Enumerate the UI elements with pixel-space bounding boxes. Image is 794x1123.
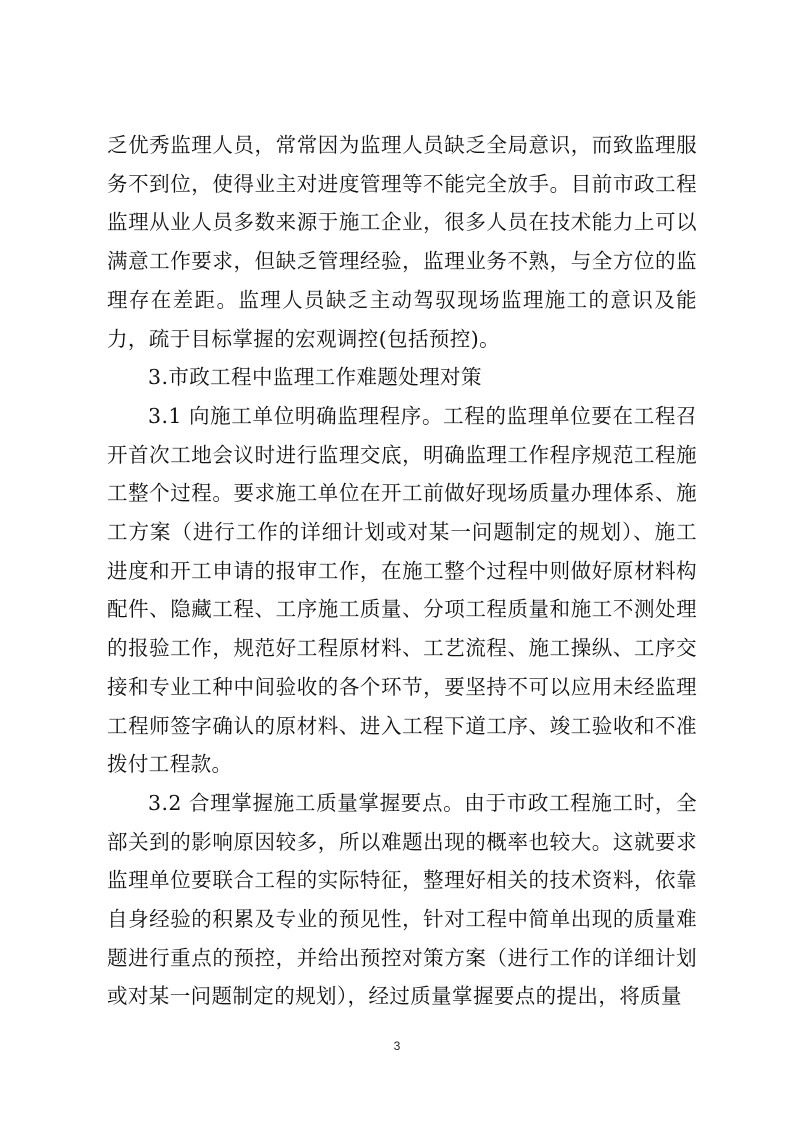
paragraph-3-1: 3.1 向施工单位明确监理程序。工程的监理单位要在工程召开首次工地会议时进行监理交底，明确监理工作程序规范工程施工整个过程。要求施工单位在开工前做好现场质量办理体系、施工方案（进行工作的详细计划或对某一问题制定的规划）、施工进度和开工申请的报审工作，在施工整个过程中则做好原材料构配件、隐藏工程、工序施工质量、分项工程质量和施工不测处理的报验工作，规范好工程原材料、工艺流程、施工操纵、工序交接和专业工种中间验收的各个环节，要坚持不可以应用未经监理工程师签字确认的原材料、进入工程下道工序、竣工验收和不准拨付工程款。: [107, 403, 697, 777]
paragraph-continuation: 乏优秀监理人员，常常因为监理人员缺乏全局意识，而致监理服务不到位，使得业主对进度管理等不能完全放手。目前市政工程监理从业人员多数来源于施工企业，很多人员在技术能力上可以满意工作要求，但缺乏管理经验，监理业务不熟，与全方位的监理存在差距。监理人员缺乏主动驾驭现场监理施工的意识及能力，疏于目标掌握的宏观调控(包括预控)。: [107, 133, 697, 351]
page-number: 3: [393, 1039, 401, 1053]
body-text: [107, 126, 697, 1016]
section-heading: 3.市政工程中监理工作难题处理对策: [148, 365, 482, 390]
paragraph-3-2: 3.2 合理掌握施工质量掌握要点。由于市政工程施工时，全部关到的影响原因较多，所以难题出现的概率也较大。这就要求监理单位要联合工程的实际特征，整理好相关的技术资料，依靠自身经验的积累及专业的预见性，针对工程中简单出现的质量难题进行重点的预控，并给出预控对策方案（进行工作的详细计划或对某一问题制定的规划），经过质量掌握要点的提出，将质量: [107, 790, 697, 1009]
